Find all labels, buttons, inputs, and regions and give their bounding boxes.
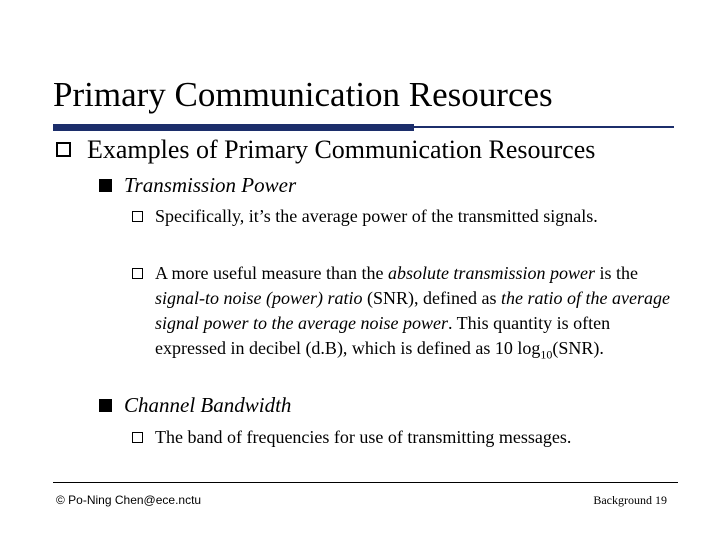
title-rule-thin [414, 126, 674, 128]
section-heading-transmission-power [99, 172, 296, 198]
section1-point2 [132, 261, 677, 361]
footer-page-label: Background 19 [593, 493, 667, 507]
section1-point1 [132, 204, 677, 229]
slide-title: Primary Communication Resources [53, 75, 553, 114]
section1-heading: Transmission Power [124, 173, 297, 197]
section1-point2-text: A more useful measure than the absolute transmission power is the signal-to noise (power) ratio (SNR), defined as the ratio of the average signal power to the average noise power. This quantity is often expressed in decibel (d.B), which is defined as 10 $\log_{10}(SNR)$. [155, 263, 670, 362]
filled-square-icon [99, 179, 112, 192]
hollow-square-icon [132, 268, 143, 279]
filled-square-icon [99, 399, 112, 412]
section2-point1-text: The band of frequencies for use of transmitting messages. [155, 427, 572, 447]
section-heading-channel-bandwidth [99, 392, 291, 418]
footer-copyright: © Po-Ning Chen@ece.nctu [56, 493, 202, 507]
hollow-square-icon [56, 142, 71, 157]
hollow-square-icon [132, 211, 143, 222]
title-rule-thick [53, 124, 414, 131]
section2-heading: Channel Bandwidth [124, 393, 292, 417]
hollow-square-icon [132, 432, 143, 443]
section2-point1 [132, 425, 677, 450]
level1-bullet [56, 134, 696, 166]
section1-point1-text: Specifically, it’s the average power of the transmitted signals. [155, 206, 598, 226]
footer-rule [53, 482, 678, 483]
level1-text: Examples of Primary Communication Resources [87, 135, 596, 164]
